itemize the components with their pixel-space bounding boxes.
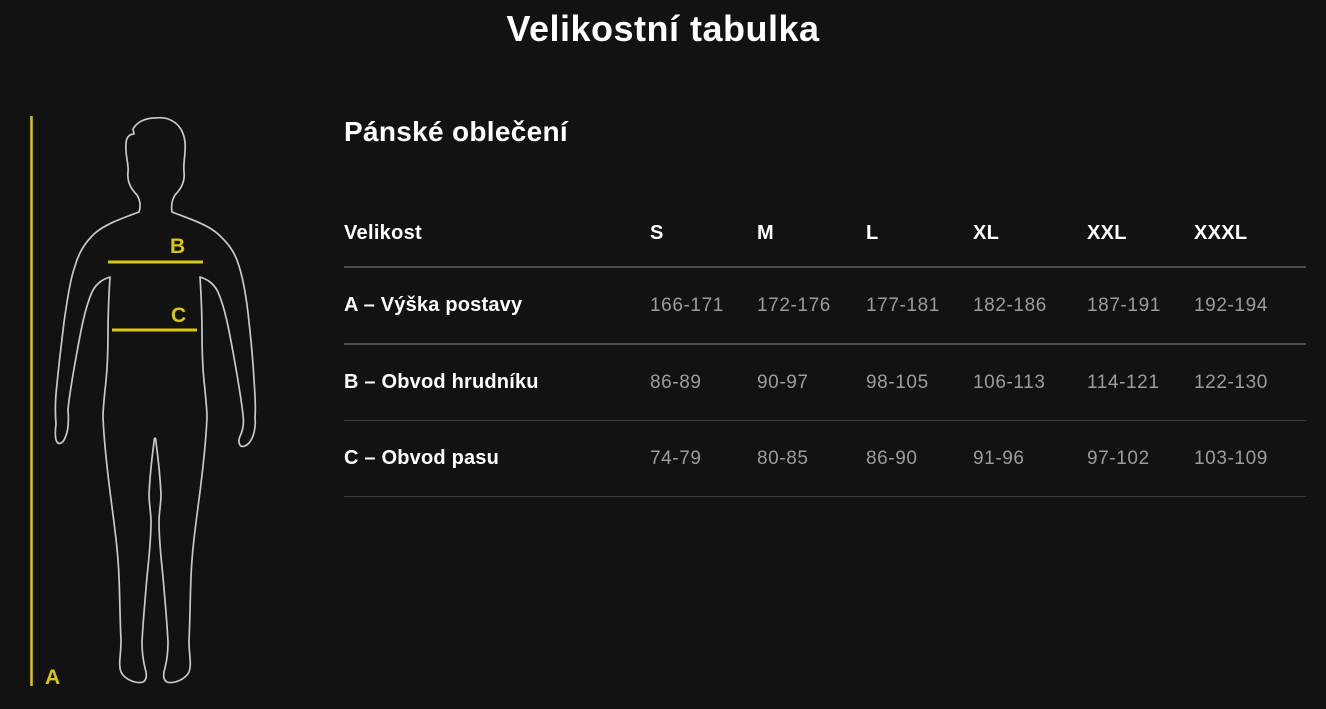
table-row-chest: [344, 345, 1306, 421]
row-label: B – Obvod hrudníku: [344, 371, 539, 393]
body-outline: [55, 118, 255, 683]
size-table: [344, 200, 1306, 497]
size-value: 166-171: [650, 294, 724, 316]
row-label: A – Výška postavy: [344, 294, 523, 316]
table-row-height: [344, 268, 1306, 345]
size-value: 114-121: [1087, 371, 1160, 393]
size-value: 97-102: [1087, 447, 1150, 469]
table-row-waist: [344, 421, 1306, 497]
header-cell-m: M: [757, 221, 774, 244]
row-label: C – Obvod pasu: [344, 447, 500, 469]
header-cell-xxl: XXL: [1087, 221, 1127, 244]
label-a: A: [45, 666, 61, 689]
header-cell-l: L: [866, 221, 879, 244]
body-outline-path: [55, 118, 255, 683]
header-cell-s: S: [650, 221, 664, 244]
size-value: 106-113: [973, 371, 1046, 393]
size-value: 91-96: [973, 447, 1025, 469]
section-title: Pánské oblečení: [344, 116, 568, 147]
label-b: B: [170, 235, 186, 258]
size-value: 103-109: [1194, 447, 1268, 469]
header-cell-xxxl: XXXL: [1194, 221, 1248, 244]
size-value: 122-130: [1194, 371, 1268, 393]
size-value: 182-186: [973, 294, 1047, 316]
header-cell-xl: XL: [973, 221, 1000, 244]
header-cell-velikost: Velikost: [344, 221, 422, 244]
label-c: C: [171, 304, 187, 327]
size-value: 86-89: [650, 371, 702, 393]
size-value: 172-176: [757, 294, 831, 316]
size-value: 80-85: [757, 447, 809, 469]
table-header-row: [344, 200, 1306, 268]
size-value: 90-97: [757, 371, 809, 393]
size-value: 177-181: [866, 294, 940, 316]
page-title: Velikostní tabulka: [506, 8, 820, 49]
size-value: 192-194: [1194, 294, 1268, 316]
size-value: 187-191: [1087, 294, 1161, 316]
body-measurement-diagram: [20, 105, 290, 705]
size-value: 74-79: [650, 447, 702, 469]
size-value: 98-105: [866, 371, 929, 393]
size-value: 86-90: [866, 447, 918, 469]
